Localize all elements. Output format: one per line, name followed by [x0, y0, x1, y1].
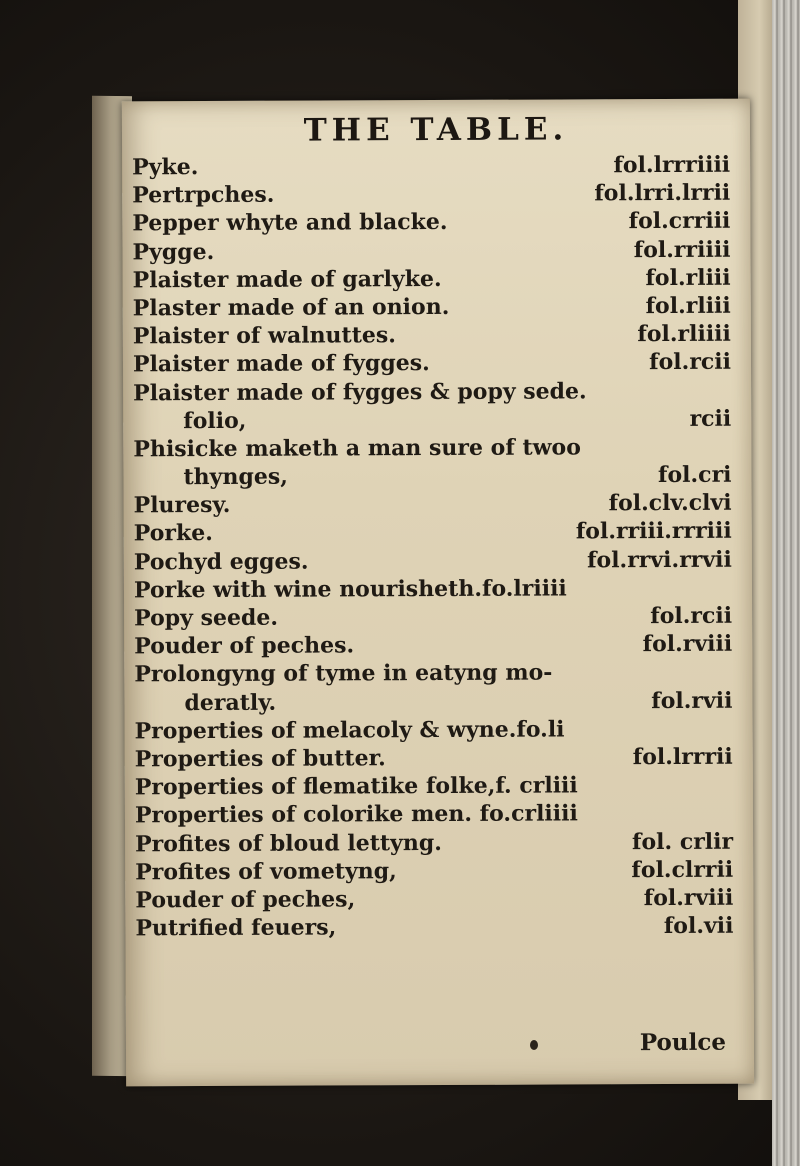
entry-folio-ref: fol.vii — [663, 912, 734, 940]
index-entry — [133, 292, 735, 323]
entry-folio-ref: fol.clrrii — [631, 856, 734, 883]
entry-term: Plaster made of an onion. — [132, 293, 450, 322]
index-entry — [135, 799, 737, 830]
index-entry — [133, 376, 735, 407]
entry-folio-ref: fol.lrri.lrrii — [594, 179, 731, 207]
index-entry — [135, 884, 737, 915]
entry-term: Plaister made of fygges & popy sede. — [133, 377, 587, 406]
entry-term: Properties of melacoly & wyne.fo.li — [134, 716, 565, 745]
entry-term: Porke. — [133, 520, 213, 547]
entry-term: Porke with wine nourisheth.fo.lriiii — [133, 575, 567, 604]
ink-blot — [530, 1040, 538, 1050]
entry-folio-ref: fol.rcii — [650, 602, 733, 630]
entry-folio-ref: fol.rliiii — [637, 320, 731, 348]
entry-folio-ref: fol.rvii — [651, 687, 733, 714]
entry-term: Pygge. — [132, 238, 215, 265]
entry-term: Plaister of walnuttes. — [132, 322, 396, 350]
entry-folio-ref: fol.lrrrii — [632, 743, 733, 771]
index-entry — [135, 827, 737, 858]
index-entry — [135, 855, 737, 886]
entry-folio-ref: fol.clv.clvi — [608, 489, 732, 517]
entry-term: Pouder of peches. — [134, 632, 355, 660]
book-page — [122, 99, 754, 1087]
index-entry — [132, 179, 734, 210]
entry-term: Properties of butter. — [134, 745, 386, 773]
entry-term: Plaister made of fygges. — [132, 350, 430, 378]
entry-term: Putrified feuers, — [135, 914, 337, 942]
entry-term: Profites of vometyng, — [135, 857, 397, 886]
entry-folio-ref: fol.rriii.rrriii — [575, 518, 732, 545]
entry-term: Prolongyng of tyme in eatyng mo- — [134, 659, 553, 688]
index-entry — [133, 433, 735, 464]
entry-term: Phisicke maketh a man sure of twoo — [133, 434, 581, 463]
index-entry — [134, 489, 736, 520]
entry-folio-ref: fol.rviii — [643, 884, 734, 911]
entry-term: Pluresy. — [133, 492, 231, 519]
index-entry — [133, 320, 735, 351]
entry-term: Popy seede. — [134, 604, 279, 632]
index-entry — [133, 263, 735, 294]
entry-folio-ref: fol.rliii — [645, 292, 731, 320]
index-entry — [135, 743, 737, 774]
entry-folio-ref: fol.crriii — [628, 208, 731, 235]
entry-term: deratly. — [184, 689, 277, 716]
entry-term: Pouder of peches, — [135, 886, 356, 914]
book-edge-strip — [772, 0, 800, 1166]
entry-term: thynges, — [183, 463, 288, 491]
entry-term: Pertrpches. — [132, 181, 275, 209]
index-entry — [134, 630, 736, 661]
index-entry — [134, 658, 736, 689]
entry-folio-ref: fol. crlir — [631, 828, 734, 855]
index-entry — [134, 686, 736, 717]
index-entry — [134, 602, 736, 633]
entry-term: folio, — [183, 407, 247, 434]
page-title: THE TABLE. — [303, 111, 569, 149]
index-entry — [133, 404, 735, 435]
catchword: Poulce — [639, 1028, 727, 1057]
entry-folio-ref: fol.rliii — [645, 264, 731, 291]
index-entry — [133, 348, 735, 379]
entry-term: Properties of colorike men. fo.crliiii — [134, 800, 578, 829]
entry-folio-ref: fol.lrrriiii — [613, 151, 731, 179]
index-entries — [132, 151, 737, 943]
entry-folio-ref: rcii — [689, 405, 732, 432]
index-entry — [134, 517, 736, 548]
index-entry — [135, 714, 737, 745]
index-entry — [135, 912, 737, 943]
index-entry — [132, 207, 734, 238]
index-entry — [133, 461, 735, 492]
index-entry — [134, 545, 736, 576]
index-entry — [132, 235, 734, 266]
entry-term: Pyke. — [132, 154, 199, 181]
entry-folio-ref: fol.rcii — [649, 349, 732, 376]
entry-term: Properties of flematike folke,f. crliii — [134, 772, 578, 801]
entry-term: Pepper whyte and blacke. — [132, 209, 448, 237]
index-entry — [132, 151, 734, 182]
entry-term: Profites of bloud lettyng. — [135, 829, 442, 857]
entry-folio-ref: fol.rviii — [642, 630, 733, 658]
entry-folio-ref: fol.cri — [657, 461, 732, 489]
index-entry — [135, 771, 737, 802]
index-entry — [134, 574, 736, 605]
entry-folio-ref: fol.rriiii — [633, 236, 731, 263]
entry-term: Plaister made of garlyke. — [132, 265, 442, 294]
entry-term: Pochyd egges. — [133, 548, 309, 575]
entry-folio-ref: fol.rrvi.rrvii — [586, 546, 732, 573]
